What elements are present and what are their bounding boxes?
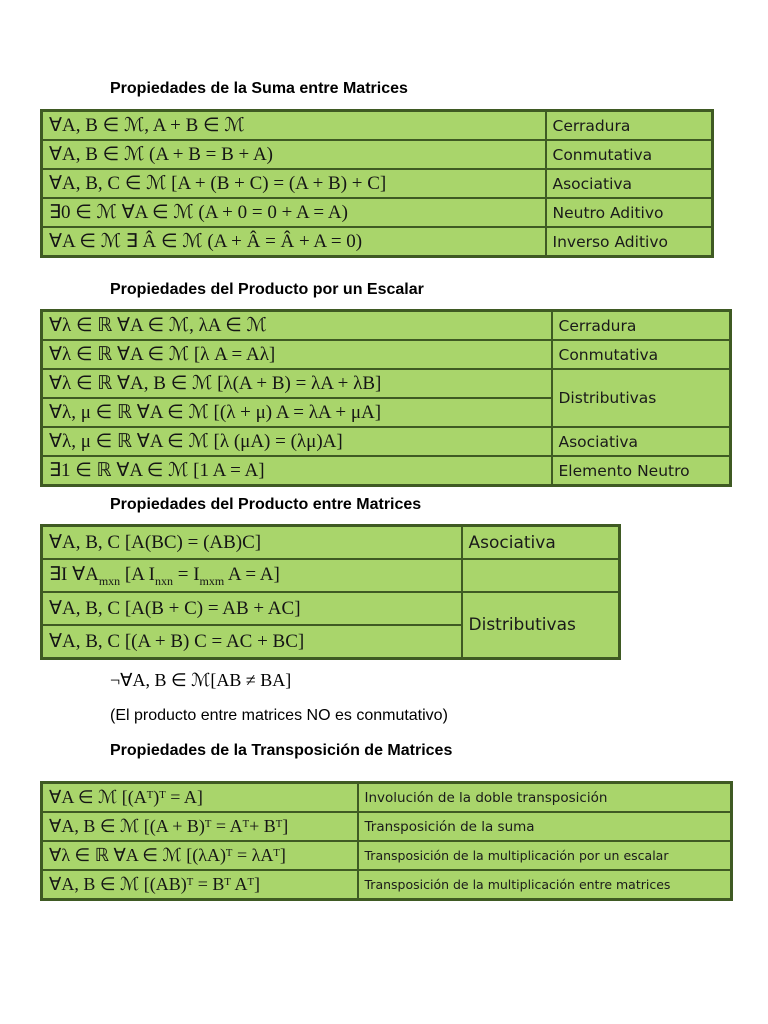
formula-part: A = A]	[224, 563, 280, 585]
formula-cell: ∀λ ∈ ℝ ∀A ∈ ℳ [λ A = Aλ]	[42, 340, 552, 369]
formula-cell: ∀A ∈ ℳ ∃ Â ∈ ℳ (A + Â = Â + A = 0)	[42, 227, 546, 257]
property-name-cell: Involución de la doble transposición	[358, 783, 732, 813]
formula-part: = I	[172, 563, 200, 585]
formula-cell: ∀A ∈ ℳ [(Aᵀ)ᵀ = A]	[42, 783, 358, 813]
heading-producto: Propiedades del Producto entre Matrices	[110, 496, 422, 513]
table-row	[42, 559, 620, 592]
table-row	[42, 870, 732, 900]
property-name-cell: Neutro Aditivo	[546, 198, 713, 227]
property-name-cell	[462, 559, 620, 592]
non-commutative-note: (El producto entre matrices NO es conmutativo)	[110, 707, 448, 724]
table-row	[42, 169, 713, 198]
property-name-cell: Transposición de la multiplicación entre matrices	[358, 870, 732, 900]
formula-part: [A I	[120, 563, 155, 585]
table-row	[42, 456, 731, 486]
table-row	[42, 340, 731, 369]
heading-escalar: Propiedades del Producto por un Escalar	[110, 281, 424, 298]
property-name-cell: Cerradura	[546, 111, 713, 141]
table-transposicion	[40, 781, 733, 901]
table-row	[42, 111, 713, 141]
formula-cell: ∀λ, μ ∈ ℝ ∀A ∈ ℳ [(λ + μ) A = λA + μA]	[42, 398, 552, 427]
table-row	[42, 140, 713, 169]
formula-part: ∃I ∀A	[49, 563, 99, 585]
non-commutative-statement: ¬∀A, B ∈ ℳ[AB ≠ BA]	[110, 670, 292, 690]
formula-cell: ∃0 ∈ ℳ ∀A ∈ ℳ (A + 0 = 0 + A = A)	[42, 198, 546, 227]
formula-cell: ∀A, B ∈ ℳ (A + B = B + A)	[42, 140, 546, 169]
property-name-cell: Conmutativa	[546, 140, 713, 169]
table-row	[42, 526, 620, 560]
formula-cell: ∀A, B, C [(A + B) C = AC + BC]	[42, 625, 462, 659]
property-name-cell: Asociativa	[552, 427, 731, 456]
formula-cell: ∀A, B, C ∈ ℳ [A + (B + C) = (A + B) + C]	[42, 169, 546, 198]
formula-cell: ∀λ ∈ ℝ ∀A ∈ ℳ, λA ∈ ℳ	[42, 311, 552, 341]
table-row	[42, 841, 732, 870]
formula-cell: ∀λ ∈ ℝ ∀A ∈ ℳ [(λA)ᵀ = λAᵀ]	[42, 841, 358, 870]
formula-cell: ∀A, B ∈ ℳ [(A + B)ᵀ = Aᵀ+ Bᵀ]	[42, 812, 358, 841]
property-name-cell: Conmutativa	[552, 340, 731, 369]
subscript: nxn	[154, 573, 173, 588]
table-row	[42, 311, 731, 341]
property-name-cell: Inverso Aditivo	[546, 227, 713, 257]
table-escalar	[40, 309, 732, 487]
table-row	[42, 227, 713, 257]
table-row	[42, 783, 732, 813]
formula-cell: ∀λ ∈ ℝ ∀A, B ∈ ℳ [λ(A + B) = λA + λB]	[42, 369, 552, 398]
formula-cell: ∀λ, μ ∈ ℝ ∀A ∈ ℳ [λ (μA) = (λμ)A]	[42, 427, 552, 456]
formula-cell: ∃1 ∈ ℝ ∀A ∈ ℳ [1 A = A]	[42, 456, 552, 486]
subscript: mxn	[98, 573, 121, 588]
table-row	[42, 812, 732, 841]
property-name-cell: Transposición de la multiplicación por un escalar	[358, 841, 732, 870]
table-row	[42, 198, 713, 227]
formula-cell: ∀A, B, C [A(B + C) = AB + AC]	[42, 592, 462, 625]
table-suma	[40, 109, 714, 258]
table-row	[42, 592, 620, 625]
heading-transposicion: Propiedades de la Transposición de Matrices	[110, 742, 453, 759]
property-name-cell: Transposición de la suma	[358, 812, 732, 841]
property-name-cell: Distributivas	[552, 369, 731, 427]
table-row	[42, 427, 731, 456]
subscript: mxm	[199, 573, 225, 588]
formula-cell	[42, 559, 462, 592]
property-name-cell: Asociativa	[546, 169, 713, 198]
formula-cell: ∀A, B ∈ ℳ [(AB)ᵀ = Bᵀ Aᵀ]	[42, 870, 358, 900]
property-name-cell: Asociativa	[462, 526, 620, 560]
table-row	[42, 369, 731, 398]
property-name-cell: Cerradura	[552, 311, 731, 341]
formula-cell: ∀A, B, C [A(BC) = (AB)C]	[42, 526, 462, 560]
property-name-cell: Elemento Neutro	[552, 456, 731, 486]
table-producto	[40, 524, 621, 660]
heading-suma: Propiedades de la Suma entre Matrices	[110, 80, 408, 97]
property-name-cell: Distributivas	[462, 592, 620, 659]
formula-cell: ∀A, B ∈ ℳ, A + B ∈ ℳ	[42, 111, 546, 141]
